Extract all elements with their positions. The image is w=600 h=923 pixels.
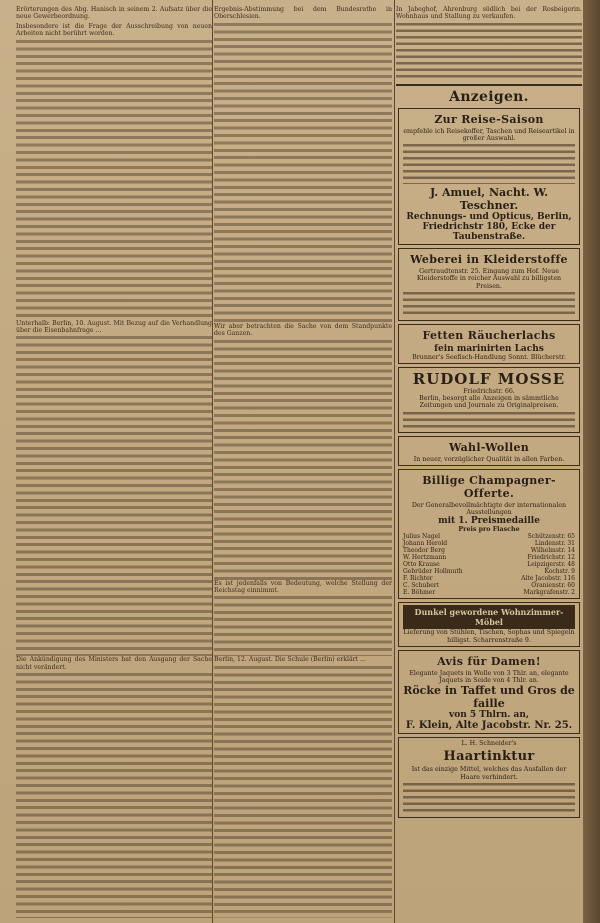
text-block [16,336,212,656]
ad-price: von 5 Thlrn. an, [448,710,530,721]
column-1-para: Die Ankündigung des Ministers hat den Ausgang der Sache nicht verändert. [16,656,212,671]
divider [396,84,582,86]
vendor-name: Johann Herold [403,540,448,548]
text-block [16,673,212,918]
text-block [396,23,582,81]
text-block [403,292,575,316]
ad-champagner [398,469,580,600]
page-edge [583,0,600,923]
text-block [214,340,392,580]
text-block [403,783,575,813]
top-notice: In Jabeghof, Ahrenburg südlich bei der Rosbeigerin. Wohnhaus und Stallung zu verkaufen. [396,6,582,21]
vendor-place: Kochstr. 9 [544,568,575,576]
vendor-place: Schützenstr. 65 [527,533,575,541]
ad-body: Der Generalbevollmächtigte der internationalen Ausstellungen [411,501,567,517]
ad-body: In neuer, vorzüglicher Qualität in allen Farben. [413,455,565,463]
ad-fetten [398,324,580,364]
ad-subtitle: Rechnungs- und Opticus, Berlin, [406,212,572,223]
ad-mosse [398,367,580,433]
vendor-place: Wilhelmstr. 14 [530,547,575,555]
ad-title: Avis für Damen! [437,654,541,668]
ad-title: Haartinktur [443,749,535,765]
ad-haartinktur [398,737,580,818]
vendor-name: Julius Nagel [403,533,441,541]
column-2-para: Wir aber betrachten die Sache von dem Standpunkte des Ganzen. [214,322,392,338]
vendor-place: Leipzigerstr. 48 [527,561,575,569]
ad-subtitle: fein marinirten Lachs [434,343,544,354]
column-2-para: Es ist jedenfalls von Bedeutung, welche Stellung der Reichstag einnimmt. [214,579,392,595]
ad-title: Zur Reise-Saison [434,112,544,126]
ad-title: Fetten Räucherlachs [422,328,556,342]
ad-address: Friedrichstr 180, Ecke der Taubenstraße. [422,222,556,243]
text-block [214,23,392,323]
vendor-list [403,533,575,596]
vendor-name: C. Schubert [403,582,440,590]
column-rule [394,0,395,923]
vendor-row [403,568,575,575]
vendor-row [403,540,575,547]
ad-prize-line: mit 1. Preismedaille [438,516,540,527]
ad-body: Gertraudtenstr. 25. Eingang zum Hof. Neue Kleiderstoffe in reicher Auswahl zu billigsten Preisen. [416,268,562,290]
vendor-place: Markgrafenstr. 2 [523,589,575,597]
vendor-name: Gebrüder Hollmuth [403,568,463,576]
column-rule [212,0,213,923]
vendor-name: E. Böhmer [403,589,436,597]
article-column-1 [16,6,212,918]
ad-title: Weberei in Kleiderstoffe [410,253,568,267]
ad-body: Berlin, besorgt alle Anzeigen in sämmtliche Zeitungen und Journale zu Originalpreisen. [419,395,559,410]
vendor-place: Oranienstr. 60 [531,582,575,590]
text-block [403,144,575,184]
vendor-name: Theodor Berg [403,547,445,555]
anzeigen-heading: Anzeigen. [449,88,529,105]
text-block [214,596,392,656]
article-column-2 [214,6,392,918]
ad-weberei [398,248,580,321]
ad-note: Brunner's Seefisch-Handlung Sonnt. Blücherstr. [412,353,566,361]
vendor-name: Otto Krause [403,561,440,569]
text-block [214,666,392,918]
vendor-row [403,533,575,540]
column-2-opening: Ergebnis-Abstimmung bei dem Bundesrathe in Oberschlesien. [214,6,392,21]
column-1-para: Unterhalb: Berlin, 10. August. Mit Bezug auf die Verhandlung über die Eisenbahnfrage ... [16,319,212,335]
vendor-row [403,589,575,596]
vendor-row [403,554,575,561]
ad-body: empfehle ich Reisekoffer, Taschen und Reiseartikel in großer Auswahl. [403,127,575,143]
ad-reise-saison [398,108,580,245]
ad-price-label: Preis pro Flasche [458,526,520,534]
ad-name: RUDOLF MOSSE [412,370,566,389]
text-block [403,412,575,428]
vendor-name: W. Hertzmann [403,554,447,562]
ad-body: Ist das einzige Mittel, welches das Ausfallen der Haare verhindert. [411,766,567,781]
ad-product: Röcke in Taffet und Gros de faille [403,684,575,711]
ad-dunkel [398,602,580,646]
vendor-row [403,547,575,554]
vendor-name: F. Richter [403,575,433,583]
ad-body: Elegante Jaquets in Wolle von 3 Thlr. an, elegante Jaquets in Seide von 4 Thlr. an. [409,669,569,685]
column-2-para: Berlin, 12. August. Die Schule (Berlin) erklärt ... [214,656,366,664]
ad-header: L. H. Schneider's [461,740,517,748]
ad-title: Dunkel gewordene Wohnzimmer-Möbel [403,605,575,629]
column-1-opening: Erörterungen des Abg. Hanisch in seinem 2. Aufsatz über die neue Gewerbeordnung. [16,6,212,21]
vendor-row [403,582,575,589]
vendor-place: Friedrichstr. 12 [527,554,575,562]
ad-title: Billige Champagner-Offerte. [422,473,556,500]
vendor-row [403,575,575,582]
ad-title: Wahl-Wollen [448,440,530,454]
vendor-row [403,561,575,568]
ad-name: F. Klein, Alte Jacobstr. Nr. 25. [405,720,573,732]
ad-name: J. Amuel, Nacht. W. Teschner. [429,186,549,213]
ad-address: Friedrichstr. 66. [463,388,515,396]
text-block [16,40,212,320]
advertisement-column [396,6,582,918]
column-1-para: Insbesondere ist die Frage der Ausschreibung von neuen Arbeiten nicht berührt worden. [16,22,212,38]
ad-wahl-wollen [398,436,580,466]
vendor-place: Lindenstr. 31 [534,540,575,548]
ad-body: Lieferung von Stühlen, Tischen, Sophas und Spiegeln billigst. Scharrenstraße 9. [403,629,575,644]
vendor-place: Alte Jacobstr. 116 [521,575,575,583]
ad-damen [398,650,580,734]
